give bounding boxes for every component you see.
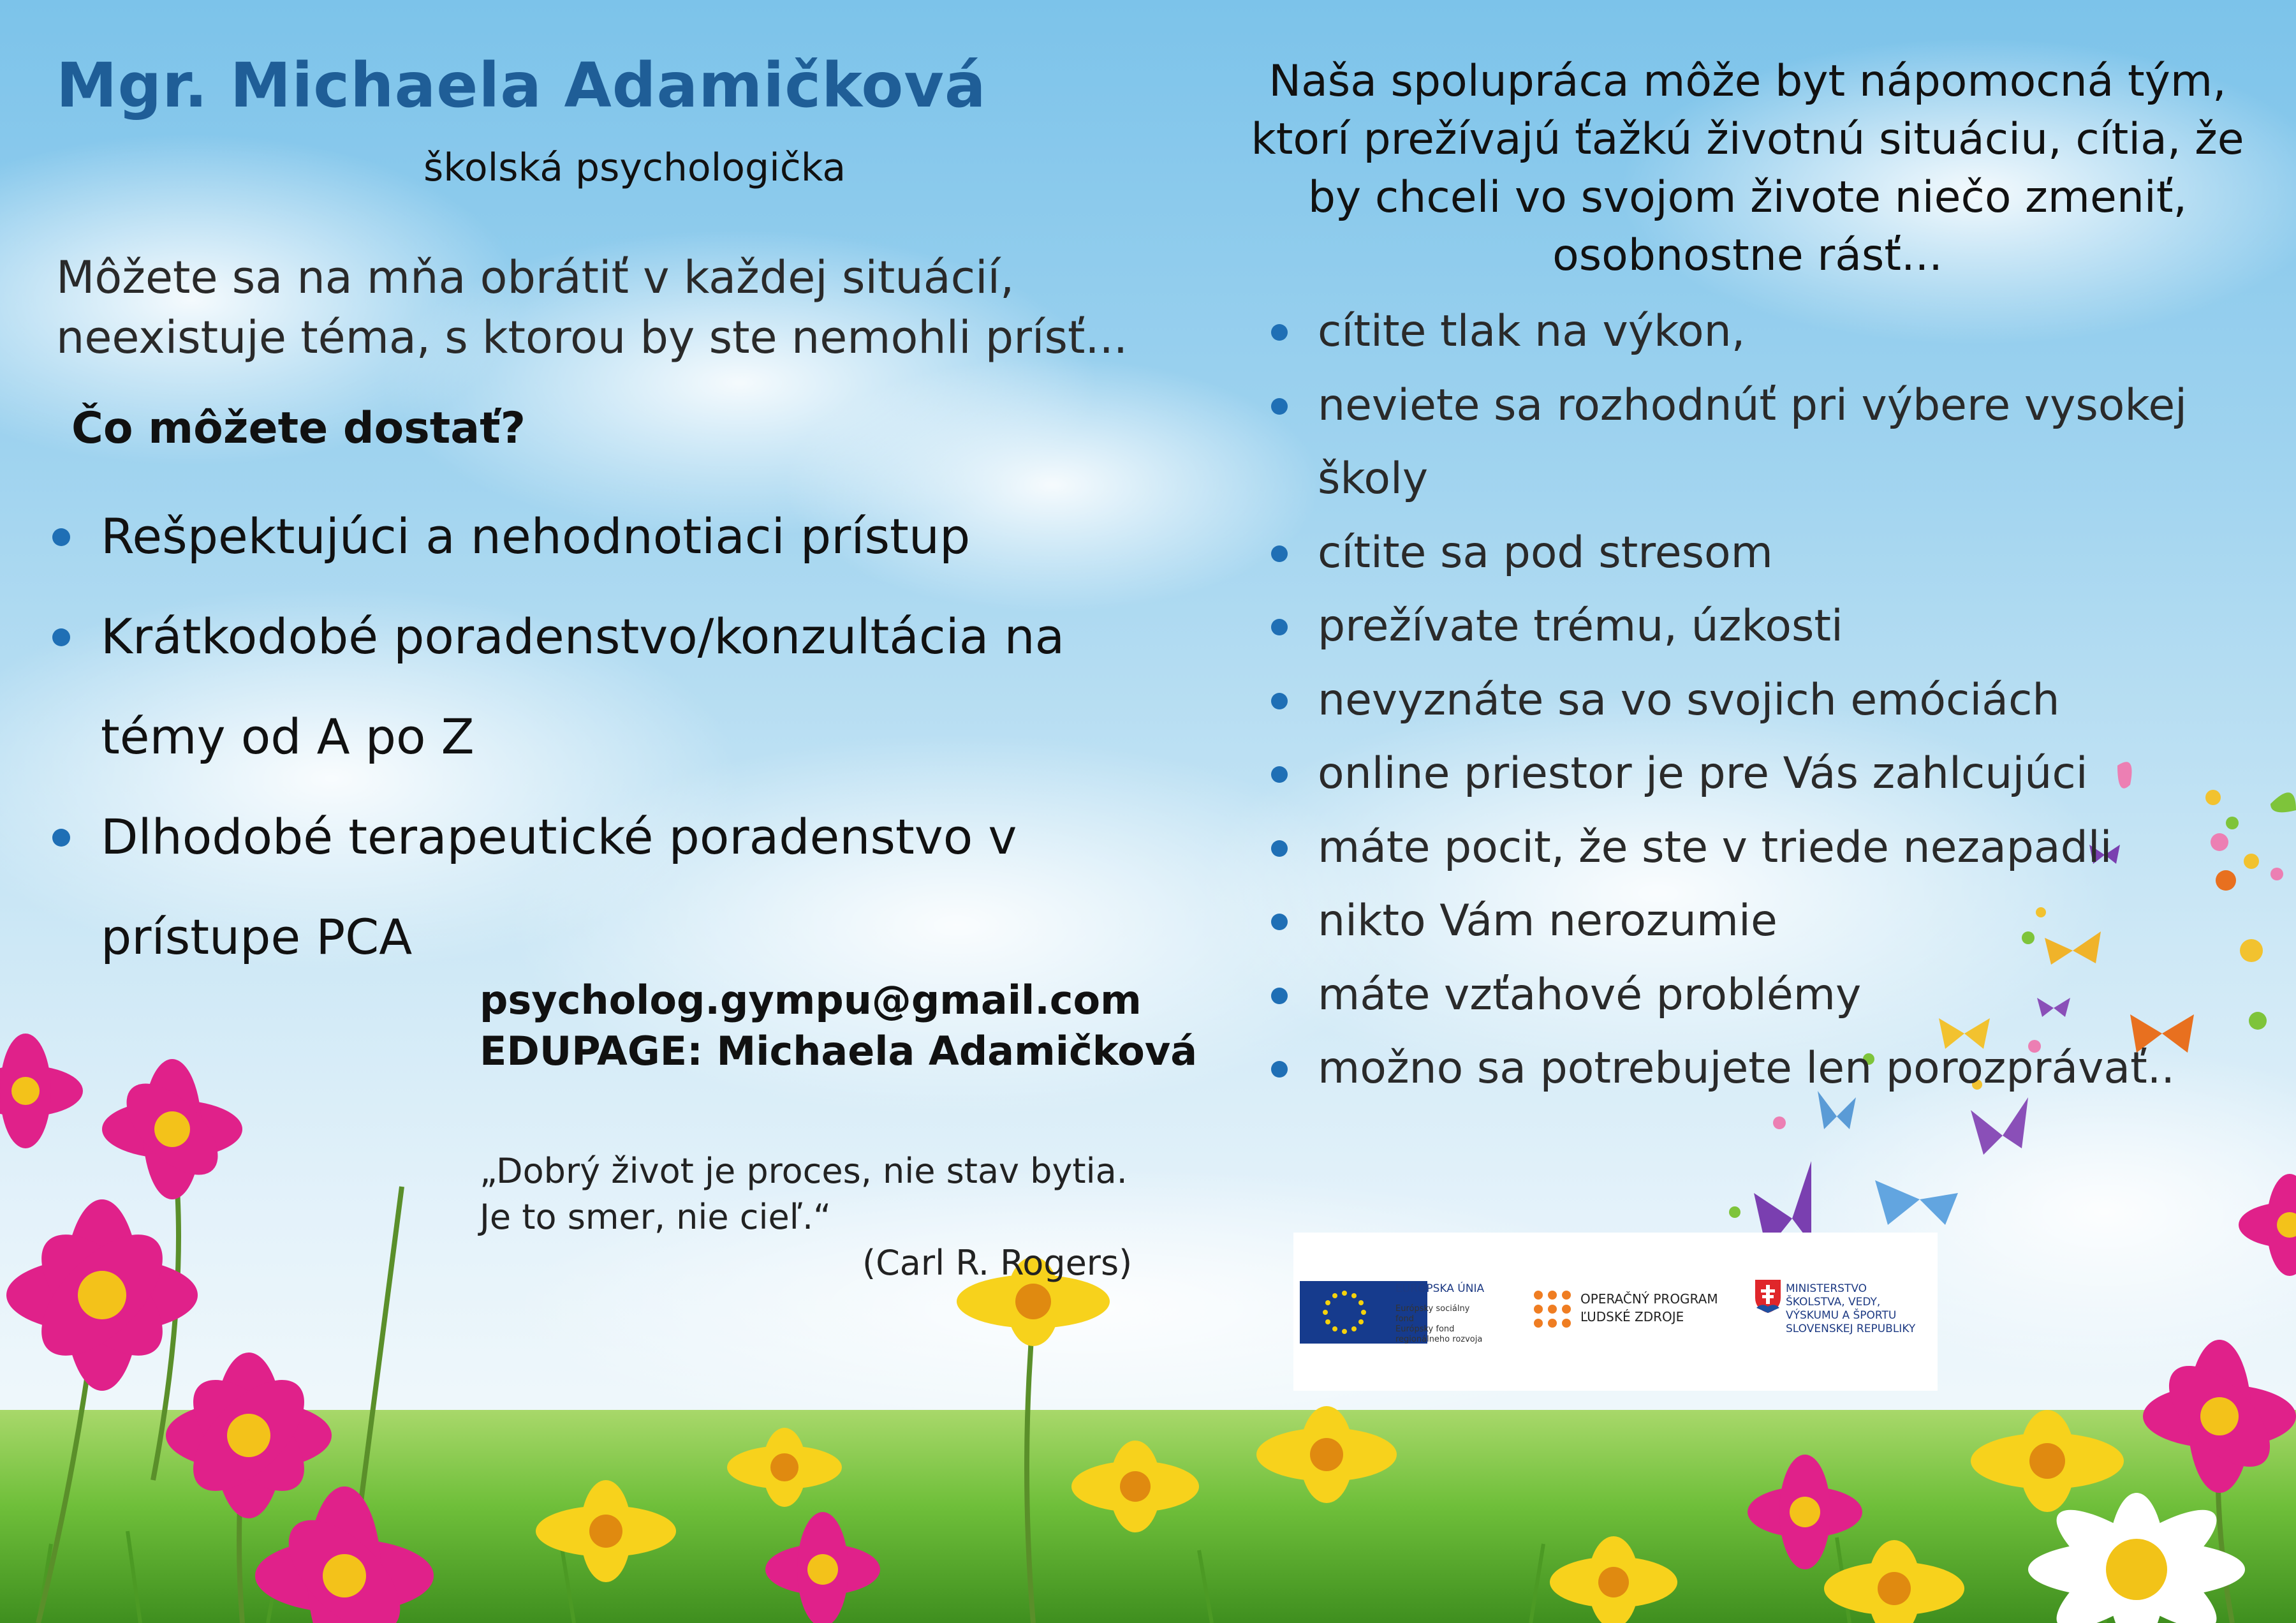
- list-item-label: cítite sa pod stresom: [1318, 527, 1773, 578]
- list-item: [52, 787, 1200, 987]
- list-item: [1269, 884, 2226, 958]
- bullet-icon: [1271, 766, 1288, 783]
- list-item: [1269, 516, 2226, 590]
- edupage-contact: EDUPAGE: Michaela Adamičková: [480, 1028, 1198, 1074]
- bullet-icon: [1271, 324, 1288, 341]
- slovak-crest-icon: [1754, 1278, 1782, 1314]
- quote: [480, 1148, 1128, 1240]
- sponsor-logos: [1293, 1233, 1938, 1391]
- list-item: [1269, 958, 2226, 1032]
- list-item-label: cítite tlak na výkon,: [1318, 306, 1746, 357]
- bullet-icon: [1271, 1061, 1288, 1078]
- eu-funds: Európsky sociálny fond Európsky fond regionálneho rozvoja: [1395, 1304, 1483, 1344]
- list-item-label: Rešpektujúci a nehodnotiaci prístup: [101, 508, 971, 565]
- list-item: [1269, 737, 2226, 811]
- list-item: [1269, 369, 2226, 516]
- bullet-icon: [1271, 988, 1288, 1004]
- list-item-label: máte vzťahové problémy: [1318, 969, 1862, 1020]
- operational-program-name: OPERAČNÝ PROGRAM ĽUDSKÉ ZDROJE: [1580, 1291, 1718, 1324]
- ministry-name: MINISTERSTVO ŠKOLSTVA, VEDY, VÝSKUMU A ŠPORTU SLOVENSKEJ REPUBLIKY: [1786, 1282, 1916, 1335]
- list-item-label: nevyznáte sa vo svojich emóciách: [1318, 674, 2060, 725]
- contact-block: [480, 975, 1197, 1077]
- operational-program-icon: [1532, 1289, 1577, 1333]
- psychologist-name: Mgr. Michaela Adamičková: [56, 50, 987, 121]
- bullet-icon: [1271, 693, 1288, 709]
- quote-line: Je to smer, nie cieľ.“: [480, 1197, 832, 1237]
- list-item: [52, 486, 1200, 586]
- bullet-icon: [1271, 840, 1288, 857]
- bullet-icon: [1271, 914, 1288, 930]
- bullet-icon: [52, 528, 70, 546]
- list-item: [1269, 811, 2226, 885]
- list-item-label: možno sa potrebujete len porozprávať..: [1318, 1043, 2175, 1093]
- list-item: [1269, 295, 2226, 369]
- list-item-label: nikto Vám nerozumie: [1318, 896, 1777, 946]
- list-item: [52, 586, 1200, 787]
- situations-list: [1269, 295, 2226, 1106]
- offers-heading: Čo môžete dostať?: [71, 403, 526, 454]
- collaboration-intro: Naša spolupráca môže byt nápomocná tým, ktorí prežívajú ťažkú životnú situáciu, cítia, že by chceli vo svojom živote niečo zmeniť, osobnostne rásť...: [1251, 56, 2244, 281]
- list-item-label: online priestor je pre Vás zahlcujúci: [1318, 748, 2088, 799]
- quote-author: (Carl R. Rogers): [862, 1243, 1133, 1283]
- list-item: [1269, 663, 2226, 737]
- bullet-icon: [1271, 619, 1288, 635]
- list-item-label: prežívate trému, úzkosti: [1318, 601, 1843, 651]
- list-item-label: máte pocit, že ste v triede nezapadli: [1318, 822, 2112, 873]
- list-item-label: Krátkodobé poradenstvo/konzultácia na témy od A po Z: [101, 608, 1065, 765]
- bullet-icon: [52, 628, 70, 646]
- list-item-label: neviete sa rozhodnúť pri výbere vysokej školy: [1318, 380, 2188, 504]
- quote-line: „Dobrý život je proces, nie stav bytia.: [480, 1151, 1128, 1191]
- bullet-icon: [1271, 398, 1288, 415]
- list-item: [1269, 589, 2226, 663]
- intro-text: Môžete sa na mňa obrátiť v každej situácií, neexistuje téma, s ktorou by ste nemohli prísť...: [56, 251, 1128, 364]
- offers-list: [52, 486, 1200, 987]
- email-address[interactable]: psycholog.gympu@gmail.com: [480, 977, 1142, 1023]
- list-item-label: Dlhodobé terapeutické poradenstvo v prístupe PCA: [101, 808, 1017, 965]
- eu-title: EURÓPSKA ÚNIA: [1395, 1282, 1485, 1295]
- bullet-icon: [52, 829, 70, 847]
- role-subtitle: školská psychologička: [423, 145, 846, 190]
- list-item: [1269, 1032, 2226, 1106]
- bullet-icon: [1271, 545, 1288, 562]
